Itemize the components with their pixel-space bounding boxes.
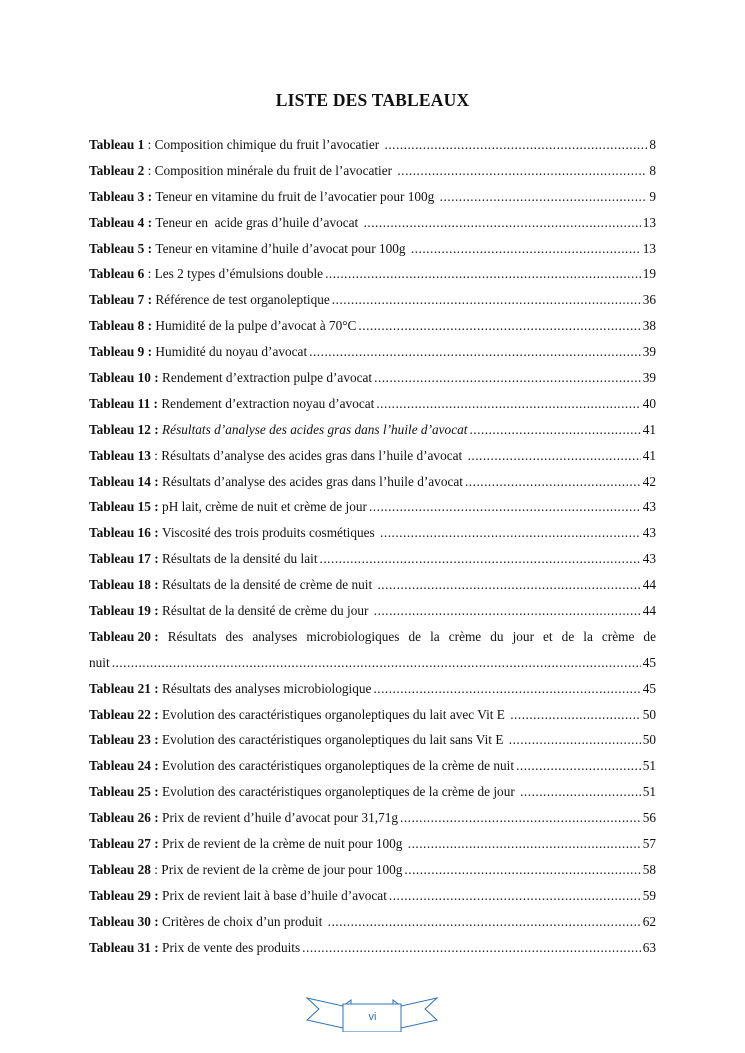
toc-entry-text: Résultats d’analyse des acides gras dans l’huile d’avocat [162, 421, 468, 437]
toc-entry[interactable] [89, 784, 656, 810]
toc-entry-page: 41 [642, 447, 656, 463]
toc-entry-label: Tableau 10 : [89, 370, 159, 386]
toc-entry[interactable] [89, 810, 656, 836]
toc-entry-text: Evolution des caractéristiques organoleptiques du lait avec Vit E [162, 706, 509, 722]
toc-entry-word: des [225, 628, 244, 644]
toc-entry-text: Les 2 types d’émulsions double [154, 266, 324, 282]
toc-entry-label: Tableau 12 : [89, 421, 159, 437]
toc-entry-page: 51 [642, 758, 656, 774]
toc-entry[interactable] [89, 422, 656, 448]
toc-entry-text: pH lait, crème de nuit et crème de jour [162, 499, 367, 515]
toc-entry-page: 40 [642, 395, 656, 411]
toc-entry-text: Rendement d’extraction noyau d’avocat [161, 395, 375, 411]
toc-entry-leader [358, 318, 640, 334]
toc-entry-leader [468, 448, 641, 464]
toc-entry-separator: : [150, 447, 162, 463]
toc-entry-label: Tableau 21 : [89, 680, 159, 696]
toc-entry-word: jour [512, 628, 534, 644]
toc-entry-page: 59 [642, 887, 656, 903]
toc-entry-page: 38 [642, 318, 656, 334]
toc-entry[interactable] [89, 344, 656, 370]
toc-entry-word: du [490, 628, 504, 644]
toc-entry-leader [364, 215, 641, 231]
toc-entry-leader [510, 707, 640, 723]
toc-entry-leader [465, 474, 641, 490]
toc-entry-label: Tableau 31 : [89, 939, 159, 955]
toc-entry-word: de [561, 628, 575, 644]
toc-entry[interactable] [89, 189, 656, 215]
toc-entry-text: Résultat de la densité de crème du jour [162, 603, 372, 619]
toc-entry-text: Evolution des caractéristiques organoleptiques de la crème de jour [162, 784, 519, 800]
toc-entry-label: Tableau 23 : [89, 732, 159, 748]
toc-entry-leader [112, 655, 641, 671]
page-number: vi [368, 1011, 377, 1023]
toc-entry-page: 44 [642, 577, 656, 593]
toc-entry-page: 58 [642, 861, 656, 877]
toc-entry-page: 43 [642, 525, 656, 541]
toc-entry-page: 56 [642, 810, 656, 826]
toc-entry-leader [380, 525, 641, 541]
toc-entry-label: Tableau 25 : [89, 784, 159, 800]
toc-entry-leader [325, 266, 641, 282]
toc-entry-text: Résultats d’analyse des acides gras dans l’huile d’avocat [161, 447, 466, 463]
toc-entry-leader [369, 499, 641, 515]
toc-entry-separator: : [144, 162, 155, 178]
toc-entry-label: Tableau 6 [89, 266, 145, 282]
toc-entry-text: Résultats d’analyse des acides gras dans l’huile d’avocat [162, 473, 463, 489]
toc-entry[interactable] [89, 241, 656, 267]
toc-entry-leader [374, 370, 641, 386]
toc-entry[interactable] [89, 758, 656, 784]
toc-entry-head [89, 629, 159, 645]
toc-entry-leader [302, 940, 641, 956]
toc-entry-leader [328, 914, 641, 930]
toc-entry-text: Humidité du noyau d’avocat [155, 344, 308, 360]
toc-entry-text: Résultats des analyses microbiologique [162, 680, 372, 696]
toc-entry-text: Humidité de la pulpe d’avocat à 70°C [155, 318, 357, 334]
toc-entry-label: Tableau 18 : [89, 577, 159, 593]
toc-entry[interactable] [89, 707, 656, 733]
toc-entry-page: 9 [649, 188, 656, 204]
toc-entry[interactable] [89, 292, 656, 318]
toc-entry-text: Critères de choix d’un produit [162, 913, 326, 929]
toc-entry-leader [440, 189, 648, 205]
toc-entry-leader [320, 551, 641, 567]
toc-entry-text: nuit [89, 654, 110, 670]
toc-entry[interactable] [89, 629, 656, 681]
toc-entry-leader [309, 344, 641, 360]
toc-entry-text: Evolution des caractéristiques organoleptiques de la crème de nuit [162, 758, 515, 774]
toc-entry-page: 43 [642, 499, 656, 515]
toc-entry-page: 50 [642, 706, 656, 722]
toc-entry-text: Teneur en acide gras d’huile d’avocat [155, 214, 362, 230]
toc-entry-text: Résultats de la densité du lait [162, 551, 318, 567]
toc-entry-label: Tableau 27 : [89, 836, 159, 852]
toc-entry-word: analyses [252, 628, 298, 644]
toc-entry-text: Composition minérale du fruit de l’avocatier [154, 162, 396, 178]
toc-entry-word: microbiologiques [306, 628, 400, 644]
toc-entry-text: Viscosité des trois produits cosmétiques [162, 525, 379, 541]
toc-entry-word: la [430, 628, 440, 644]
toc-entry-label: Tableau 14 : [89, 473, 159, 489]
toc-entry-text: Composition chimique du fruit l’avocatier [154, 137, 383, 152]
toc-entry-page: 8 [649, 162, 656, 178]
toc-entry-word: et [543, 628, 553, 644]
toc-entry-label: Tableau 16 : [89, 525, 159, 541]
toc-entry-label: Tableau 15 : [89, 499, 159, 515]
toc-entry-leader [411, 241, 641, 257]
toc-entry-label: Tableau 7 : [89, 292, 153, 308]
toc-entry[interactable] [89, 474, 656, 500]
toc-entry[interactable] [89, 914, 656, 940]
toc-entry-text: Prix de revient lait à base d’huile d’avocat [162, 887, 387, 903]
toc-entry[interactable] [89, 732, 656, 758]
toc-entry-page: 44 [642, 603, 656, 619]
toc-entry[interactable] [89, 940, 656, 966]
toc-entry-text: Teneur en vitamine du fruit de l’avocatier pour 100g [155, 188, 438, 204]
toc-entry[interactable] [89, 137, 656, 163]
toc-entry[interactable] [89, 525, 656, 551]
toc-entry-leader [408, 836, 641, 852]
toc-entry-page: 42 [642, 473, 656, 489]
toc-entry-label: Tableau 20 : [89, 628, 159, 644]
toc-entry[interactable] [89, 681, 656, 707]
toc-entry-page: 62 [642, 913, 656, 929]
toc-entry[interactable] [89, 862, 656, 888]
toc-entry-page: 13 [642, 214, 656, 230]
toc-entry[interactable] [89, 396, 656, 422]
toc-entry-label: Tableau 3 : [89, 188, 153, 204]
toc-entry[interactable] [89, 499, 656, 525]
toc-entry[interactable] [89, 603, 656, 629]
toc-entry-page: 50 [642, 732, 656, 748]
toc-entry-label: Tableau 22 : [89, 706, 159, 722]
toc-entry-leader [389, 888, 641, 904]
toc-entry-label: Tableau 11 : [89, 395, 158, 411]
toc-entry-word: crème [448, 628, 482, 644]
toc-entry-page: 39 [642, 344, 656, 360]
toc-entry-leader [404, 862, 640, 878]
toc-entry[interactable] [89, 318, 656, 344]
toc-entry-word: Résultats [167, 628, 217, 644]
toc-entry-text: Prix de vente des produits [162, 939, 301, 955]
page-title: LISTE DES TABLEAUX [275, 90, 470, 110]
toc-entry[interactable] [89, 836, 656, 862]
toc-entry-page: 63 [642, 939, 656, 955]
toc-entry-page: 13 [642, 240, 656, 256]
toc-entry-leader [509, 732, 641, 748]
toc-entry-page: 19 [642, 266, 656, 282]
toc-entry-separator: : [144, 137, 155, 152]
toc-entry-text: Rendement d’extraction pulpe d’avocat [162, 370, 373, 386]
toc-entry-page: 43 [642, 551, 656, 567]
toc-entry-label: Tableau 4 : [89, 214, 153, 230]
toc-entry-page: 57 [642, 836, 656, 852]
toc-entry[interactable] [89, 370, 656, 396]
toc-entry-label: Tableau 1 [89, 137, 145, 152]
toc-entry-label: Tableau 26 : [89, 810, 159, 826]
toc-entry[interactable] [89, 215, 656, 241]
toc-entry[interactable] [89, 888, 656, 914]
toc-entry-leader [469, 422, 640, 438]
toc-entry-separator: : [144, 266, 155, 282]
toc-entry-label: Tableau 17 : [89, 551, 159, 567]
toc-entry-leader [332, 292, 641, 308]
toc-entry-page: 36 [642, 292, 656, 308]
toc-entry-page: 41 [642, 421, 656, 437]
toc-entry-leader [516, 758, 641, 774]
toc-entry[interactable] [89, 266, 656, 292]
toc-entry-leader [397, 163, 647, 179]
toc-entry-leader [385, 137, 648, 153]
toc-entry-word: crème [601, 628, 635, 644]
toc-entry[interactable] [89, 448, 656, 474]
toc-entry-label: Tableau 8 : [89, 318, 153, 334]
toc-entry-leader [374, 603, 641, 619]
table-list [89, 137, 656, 966]
toc-entry-text: Prix de revient de la crème de jour pour 100g [161, 861, 403, 877]
toc-entry-text: Prix de revient de la crème de nuit pour 100g [162, 836, 406, 852]
toc-entry-text: Evolution des caractéristiques organoleptiques du lait sans Vit E [162, 732, 507, 748]
toc-entry-label: Tableau 19 : [89, 603, 159, 619]
toc-entry-separator: : [150, 861, 162, 877]
toc-entry-word: de [643, 628, 656, 644]
toc-entry-page: 8 [649, 137, 656, 152]
toc-entry[interactable] [89, 551, 656, 577]
toc-entry-label: Tableau 5 : [89, 240, 153, 256]
toc-entry-label: Tableau 13 [89, 447, 151, 463]
toc-entry-word: de [408, 628, 422, 644]
toc-entry[interactable] [89, 577, 656, 603]
toc-entry-leader [376, 396, 640, 412]
toc-entry-label: Tableau 2 [89, 162, 145, 178]
toc-entry-page: 45 [642, 654, 656, 670]
toc-entry-leader [377, 577, 640, 593]
toc-entry-label: Tableau 29 : [89, 887, 159, 903]
toc-entry-page: 45 [642, 680, 656, 696]
toc-entry-text: Référence de test organoleptique [155, 292, 330, 308]
toc-entry-text: Résultats de la densité de crème de nuit [162, 577, 376, 593]
toc-entry-leader [400, 810, 641, 826]
toc-entry-label: Tableau 28 [89, 861, 151, 877]
toc-entry-label: Tableau 9 : [89, 344, 153, 360]
toc-entry-line [89, 655, 656, 681]
toc-entry[interactable] [89, 163, 656, 189]
toc-entry-label: Tableau 30 : [89, 913, 159, 929]
toc-entry-text: Teneur en vitamine d’huile d’avocat pour 100g [155, 240, 409, 256]
toc-entry-page: 39 [642, 370, 656, 386]
toc-entry-text: Prix de revient d’huile d’avocat pour 31,71g [162, 810, 399, 826]
toc-entry-leader [373, 681, 640, 697]
toc-entry-line [89, 629, 656, 655]
toc-entry-word: la [583, 628, 593, 644]
toc-entry-leader [520, 784, 641, 800]
toc-entry-page: 51 [642, 784, 656, 800]
toc-entry-label: Tableau 24 : [89, 758, 159, 774]
